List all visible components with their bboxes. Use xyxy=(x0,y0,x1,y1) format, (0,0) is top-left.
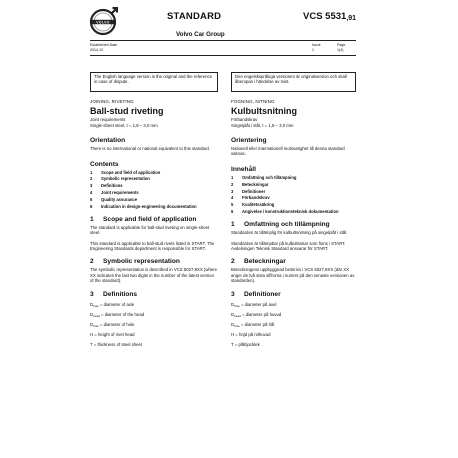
definitions-list xyxy=(231,302,359,349)
issue-block xyxy=(312,43,321,53)
established-date-label: Established Date xyxy=(90,43,118,47)
toc-item[interactable]: 3 Definitions xyxy=(90,183,123,189)
issue-value: 1 xyxy=(312,48,314,52)
section-1-paragraph-1: Standarden är tillämplig för kulbultsnitning på singelplåt i stål. xyxy=(231,230,348,236)
orientation-text: Nationell eller internationell motsvarighet till denna standard saknas. xyxy=(231,145,345,156)
toc-item[interactable]: 1 Scope and field of application xyxy=(90,169,161,175)
section-2-heading: 2 Beteckningar xyxy=(231,258,286,266)
toc-item[interactable]: 2 Symbolic representation xyxy=(90,176,150,182)
toc-item[interactable]: 5 Quality assurance xyxy=(90,196,138,202)
definition-item: $D_{head}$ = diameter of the head xyxy=(90,311,145,318)
section-1-paragraph-2: This standard is applicable to ball-stud rivets listed in START. The Engineering Standards department is responsible for START. xyxy=(90,240,215,251)
category-label: FOGNING, NITNING xyxy=(231,99,275,104)
section-2-heading: 2 Symbolic representation xyxy=(90,258,180,266)
english-column xyxy=(90,99,218,349)
definition-item: $D_{hole}$ = diameter of axle xyxy=(90,301,135,308)
header-divider-top xyxy=(90,40,356,41)
language-notice-sv: Den engelskspråkiga versionen är originalversion och skall åberopas i händelse av tvist. xyxy=(231,72,356,92)
section-1-heading: 1 Scope and field of application xyxy=(90,215,197,223)
section-1-paragraph-2: Standarden är tillämpbar på kulbultsnitar som finns i START. Avdelningen Teknisk Standard ansvarar för START. xyxy=(231,240,346,251)
toc-item[interactable]: 6 Angivelse i konstruktionsteknisk dokumentation xyxy=(231,208,339,214)
contents-heading: Contents xyxy=(90,161,119,168)
toc-item[interactable]: 6 Indication in design-engineering documentation xyxy=(90,203,197,209)
page-block xyxy=(337,43,345,53)
orientation-text: There is no international or national equivalent to this standard. xyxy=(90,145,210,151)
toc-item[interactable]: 5 Kvalitetssäkring xyxy=(231,202,275,208)
table-of-contents xyxy=(231,175,359,214)
definition-item: $D_{hole}$ = diameter på axel xyxy=(231,301,277,308)
established-date-block xyxy=(90,43,117,53)
toc-item[interactable]: 1 Omfattning och tillämpning xyxy=(231,175,297,180)
document-revision: ,91 xyxy=(346,15,357,22)
contents-heading: Innehåll xyxy=(231,166,256,174)
language-notice-en: The English language version is the original and the reference in case of dispute. xyxy=(90,72,218,92)
document-title: Ball-stud riveting xyxy=(90,106,164,116)
toc-item[interactable]: 4 Förbandskrav xyxy=(231,195,270,201)
definitions-list xyxy=(90,302,218,349)
subtitle-line-1: Förbandskrav xyxy=(231,117,258,122)
document-type-label: STANDARD xyxy=(167,11,222,22)
section-1-paragraph-1: The standard is applicable for ball-stud riveting on single-sheet steel. xyxy=(90,224,210,236)
definition-item: T = plåttjocklek xyxy=(231,342,260,348)
orientation-heading: Orientation xyxy=(90,136,126,144)
orientation-heading: Orientering xyxy=(231,136,267,144)
toc-item[interactable]: 4 Joint requirements xyxy=(90,189,139,195)
document-title: Kulbultsnitning xyxy=(231,106,297,116)
swedish-column xyxy=(231,99,359,349)
definition-item: H = höjd på nithuvud xyxy=(231,332,271,338)
volvo-logo xyxy=(88,7,118,37)
section-1-heading: 1 Omfattning och tillämpning xyxy=(231,221,330,229)
category-label: JOINING, RIVETING xyxy=(90,99,134,104)
page-value: 1(4) xyxy=(337,48,344,52)
subtitle-line-2: Singelplåt i stål, t = 1,8 – 3,0 mm xyxy=(231,123,294,129)
definition-item: H = height of rivet head xyxy=(90,332,135,338)
table-of-contents xyxy=(90,170,218,209)
definition-item: $D_{hole}$ = diameter på hål xyxy=(231,322,275,329)
section-2-paragraph: The symbolic representation is described in VCS 5027,8XX (where XX indicates the last two digits in the number of the latest version of the standard). xyxy=(90,267,218,284)
section-2-paragraph: Beteckningens uppbyggnad beskrivs i VCS 5027,8XX (där XX anger de två sista siffrorna i numret på den senaste versionen av standarden). xyxy=(231,267,355,284)
definition-item: T = thickness of steel sheet xyxy=(90,342,143,348)
toc-item[interactable]: 3 Definitioner xyxy=(231,188,266,194)
subtitle-line-1: Joint requirements xyxy=(90,117,126,122)
header-divider-bottom xyxy=(90,55,356,56)
established-date-value: 2014-12 xyxy=(90,48,104,52)
section-3-heading: 3 Definitioner xyxy=(231,290,281,298)
definition-item: $D_{head}$ = diameter på huvud xyxy=(231,311,282,318)
issue-label: Issue xyxy=(312,43,321,47)
page-label: Page xyxy=(337,43,346,47)
company-name: Volvo Car Group xyxy=(176,31,225,38)
subtitle-line-2: Single-sheet steel, t = 1,8 – 3,0 mm xyxy=(90,123,158,129)
document-number: VCS $5531_{,91}$ xyxy=(303,11,357,22)
section-3-heading: 3 Definitions xyxy=(90,290,138,298)
definition-item: $D_{hole}$ = diameter of hole xyxy=(90,322,135,329)
toc-item[interactable]: 2 Beteckningar xyxy=(231,181,269,187)
svg-text:VOLVO: VOLVO xyxy=(96,20,110,25)
